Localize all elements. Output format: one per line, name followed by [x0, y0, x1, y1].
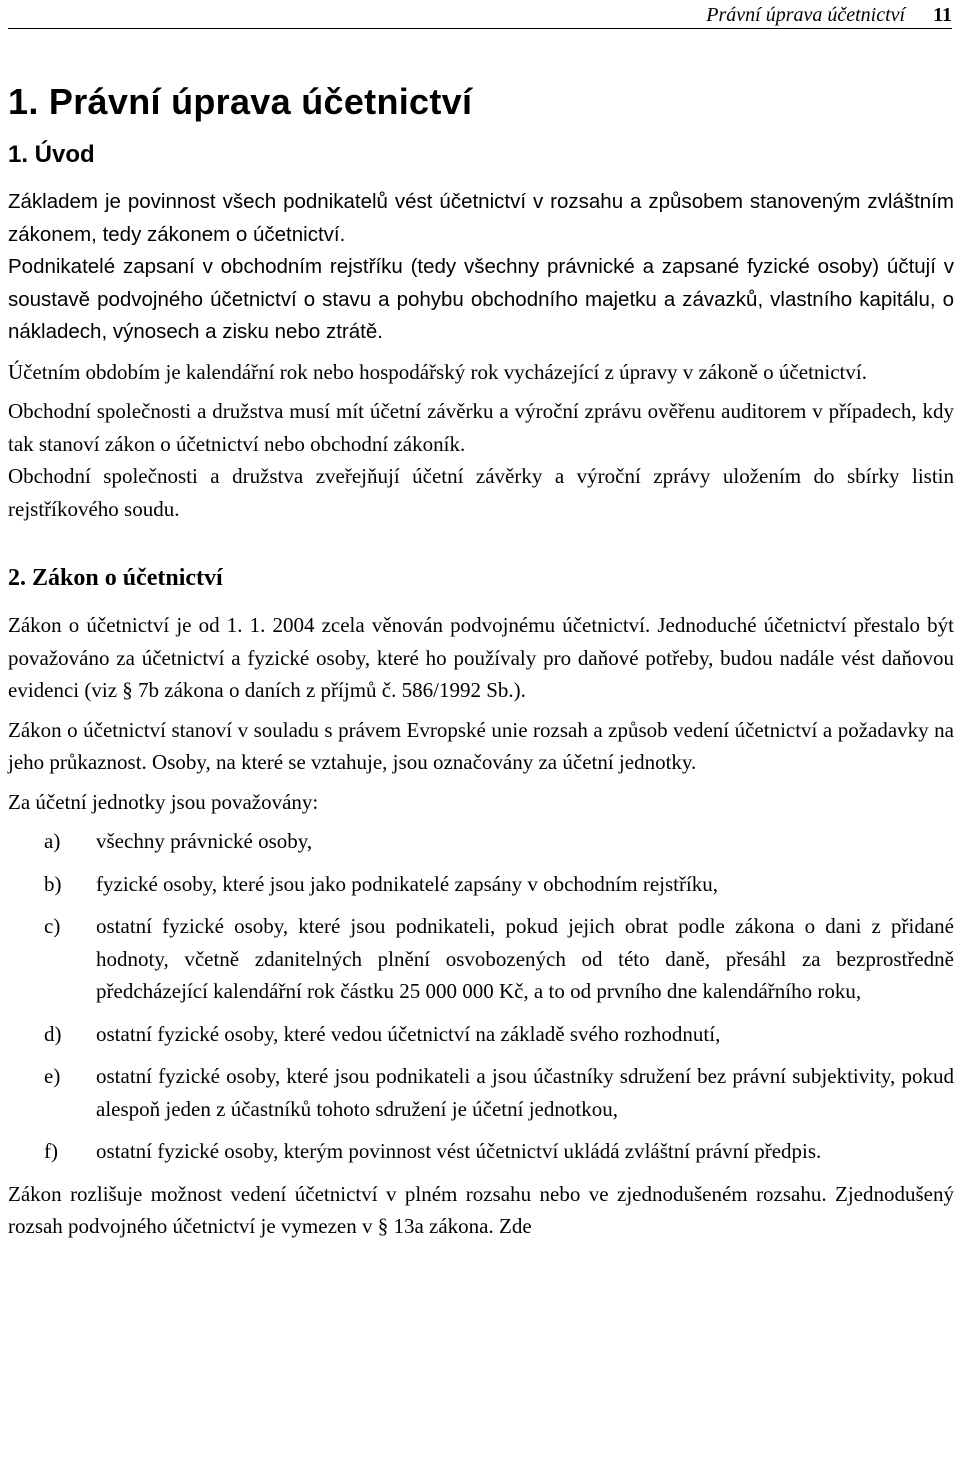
list-marker: d)	[44, 1021, 62, 1046]
paragraph: Účetním obdobím je kalendářní rok nebo hospodářský rok vycházející z úpravy v zákoně o účetnictví.	[8, 359, 867, 384]
intro-section	[8, 186, 954, 349]
list-marker: a)	[44, 829, 61, 853]
list-marker: f)	[44, 1139, 58, 1163]
list-item-text: ostatní fyzické osoby, které jsou podnikateli a jsou účastníky sdružení bez právní subjektivity, pokud alespoň jeden z účastníků tohoto sdružení je účetní jednotkou,	[96, 1064, 954, 1121]
paragraph: Zákon o účetnictví je od 1. 1. 2004 zcela věnován podvojnému účetnictví. Jednoduché účetnictví přestalo být považováno za účetnictví a fyzické osoby, které ho používaly pro daňové potřeby, budou nadále vést daňovou evidenci (viz § 7b zákona o daních z příjmů č. 586/1992 Sb.).	[8, 613, 954, 702]
page-number: 11	[933, 4, 952, 26]
paragraph: Zákon o účetnictví stanoví v souladu s právem Evropské unie rozsah a způsob vedení účetnictví a požadavky na jeho průkaznost. Osoby, na které se vztahuje, jsou označovány za účetní jednotky.	[8, 717, 954, 774]
list-item	[8, 1018, 954, 1051]
section-title-intro: 1. Úvod	[8, 141, 95, 168]
list-item	[8, 1135, 954, 1168]
running-title: Právní úprava účetnictví	[706, 4, 906, 26]
list-item	[8, 1060, 954, 1125]
accounting-entities-list	[8, 825, 954, 1168]
paragraph: Obchodní společnosti a družstva musí mít účetní závěrku a výroční zprávu ověřenu auditorem v případech, kdy tak stanoví zákon o účetnictví nebo obchodní zákoník.	[8, 399, 954, 456]
paragraph: Základem je povinnost všech podnikatelů vést účetnictví v rozsahu a způsobem stanoveným zvláštním zákonem, tedy zákonem o účetnictví.	[8, 190, 954, 246]
chapter-title: 1. Právní úprava účetnictví	[8, 81, 473, 122]
section-title-law: 2. Zákon o účetnictví	[8, 565, 223, 591]
paragraph: Obchodní společnosti a družstva zveřejňují účetní závěrky a výroční zprávy uložením do sbírky listin rejstříkového soudu.	[8, 464, 954, 521]
list-intro: Za účetní jednotky jsou považovány:	[8, 789, 319, 814]
list-marker: c)	[44, 914, 61, 938]
page-content	[8, 78, 954, 1250]
paragraph: Podnikatelé zapsaní v obchodním rejstříku (tedy všechny právnické a zapsané fyzické osoby) účtují v soustavě podvojného účetnictví o stavu a pohybu obchodního majetku a závazků, vlastního kapitálu, o nákladech, výnosech a zisku nebo ztrátě.	[8, 255, 954, 343]
list-item-text: fyzické osoby, které jsou jako podnikatelé zapsány v obchodním rejstříku,	[96, 871, 719, 896]
list-item	[8, 868, 954, 901]
running-header	[8, 2, 952, 29]
list-marker: b)	[44, 871, 62, 896]
list-item-text: všechny právnické osoby,	[96, 829, 313, 853]
list-marker: e)	[44, 1064, 61, 1088]
paragraph: Zákon rozlišuje možnost vedení účetnictví v plném rozsahu nebo ve zjednodušeném rozsahu. Zjednodušený rozsah podvojného účetnictví je vymezen v § 13a zákona. Zde	[8, 1181, 954, 1238]
list-item	[8, 910, 954, 1008]
list-item-text: ostatní fyzické osoby, kterým povinnost vést účetnictví ukládá zvláštní právní předpis.	[96, 1139, 822, 1163]
list-item	[8, 825, 954, 858]
list-item-text: ostatní fyzické osoby, které vedou účetnictví na základě svého rozhodnutí,	[96, 1021, 721, 1046]
list-item-text: ostatní fyzické osoby, které jsou podnikateli, pokud jejich obrat podle zákona o dani z přidané hodnoty, včetně zdanitelných plnění osvobozených od této daně, přesáhl za bezprostředně předcházející kalendářní rok částku 25 000 000 Kč, a to od prvního dne kalendářního roku,	[96, 914, 954, 1003]
